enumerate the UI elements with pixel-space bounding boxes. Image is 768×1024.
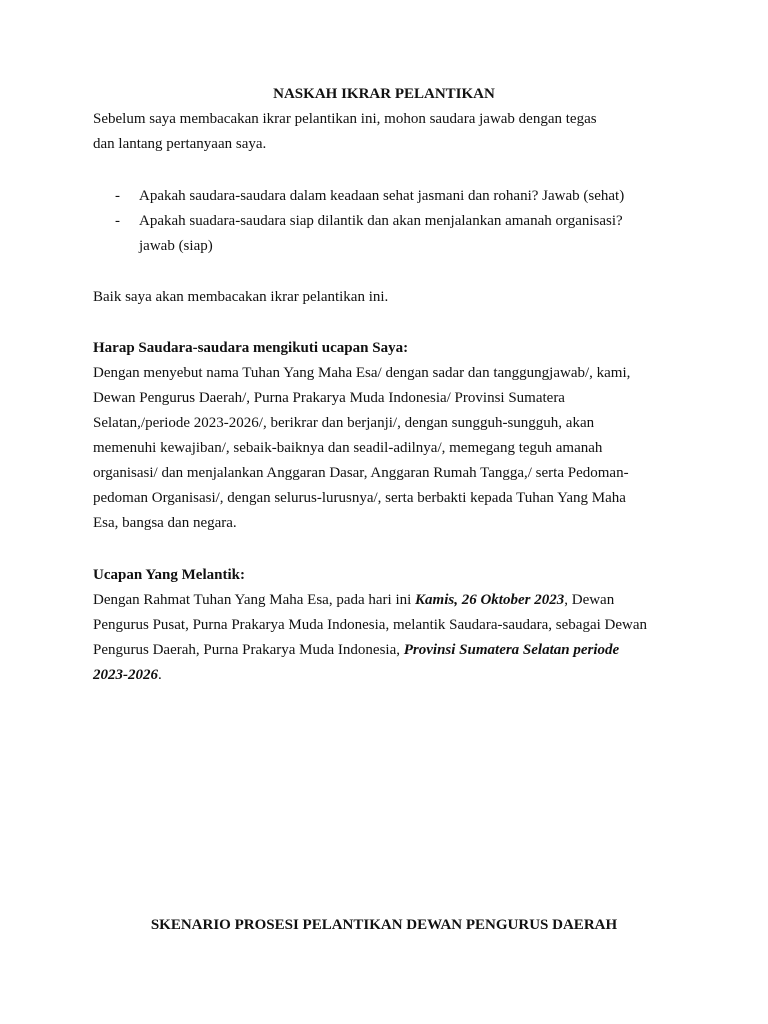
bottom-section-title: SKENARIO PROSESI PELANTIKAN DEWAN PENGURUS DAERAH bbox=[150, 917, 618, 933]
inauguration-heading: Ucapan Yang Melantik: bbox=[93, 567, 245, 583]
inauguration-region: Provinsi Sumatera Selatan periode bbox=[403, 642, 620, 658]
inauguration-period: 2023-2026 bbox=[93, 667, 158, 683]
transition-paragraph bbox=[93, 285, 678, 310]
inauguration-text: Pengurus Daerah, Purna Prakarya Muda Indonesia, bbox=[93, 642, 404, 658]
intro-line: Sebelum saya membacakan ikrar pelantikan ini, mohon saudara jawab dengan tegas bbox=[93, 111, 597, 127]
question-text: jawab (siap) bbox=[139, 238, 213, 254]
question-text: Apakah suadara-saudara siap dilantik dan akan menjalankan amanah organisasi? bbox=[139, 213, 623, 229]
inauguration-text: Dengan Rahmat Tuhan Yang Maha Esa, pada hari ini bbox=[93, 592, 416, 608]
oath-line: Esa, bangsa dan negara. bbox=[93, 515, 237, 531]
question-item bbox=[115, 209, 675, 259]
bullet-marker: - bbox=[115, 188, 120, 204]
oath-heading: Harap Saudara-saudara mengikuti ucapan Saya: bbox=[93, 340, 409, 356]
question-list bbox=[115, 184, 675, 259]
transition-text: Baik saya akan membacakan ikrar pelantikan ini. bbox=[93, 289, 389, 305]
document-title: NASKAH IKRAR PELANTIKAN bbox=[273, 86, 495, 102]
oath-line: Dewan Pengurus Daerah/, Purna Prakarya Muda Indonesia/ Provinsi Sumatera bbox=[93, 390, 565, 406]
oath-section bbox=[93, 336, 678, 536]
inauguration-line bbox=[93, 638, 678, 663]
inauguration-line bbox=[93, 663, 678, 688]
question-text: Apakah saudara-saudara dalam keadaan sehat jasmani dan rohani? Jawab (sehat) bbox=[139, 188, 625, 204]
inauguration-section bbox=[93, 563, 678, 688]
inauguration-line: Pengurus Pusat, Purna Prakarya Muda Indonesia, melantik Saudara-saudara, sebagai Dewan bbox=[93, 617, 648, 633]
bullet-marker: - bbox=[115, 213, 120, 229]
oath-line: Selatan,/periode 2023-2026/, berikrar dan berjanji/, dengan sungguh-sungguh, akan bbox=[93, 415, 595, 431]
inauguration-text: , Dewan bbox=[564, 592, 615, 608]
inauguration-text: . bbox=[158, 667, 162, 683]
oath-line: pedoman Organisasi/, dengan selurus-lurusnya/, serta berbakti kepada Tuhan Yang Maha bbox=[93, 490, 626, 506]
question-item bbox=[115, 184, 675, 209]
oath-line: memenuhi kewajiban/, sebaik-baiknya dan seadil-adilnya/, memegang teguh amanah bbox=[93, 440, 603, 456]
inauguration-date: Kamis, 26 Oktober 2023 bbox=[415, 592, 565, 608]
intro-line: dan lantang pertanyaan saya. bbox=[93, 136, 267, 152]
oath-line: Dengan menyebut nama Tuhan Yang Maha Esa/ dengan sadar dan tanggungjawab/, kami, bbox=[93, 365, 631, 381]
inauguration-line bbox=[93, 588, 678, 613]
oath-line: organisasi/ dan menjalankan Anggaran Dasar, Anggaran Rumah Tangga,/ serta Pedoman- bbox=[93, 465, 629, 481]
intro-paragraph bbox=[93, 107, 678, 157]
